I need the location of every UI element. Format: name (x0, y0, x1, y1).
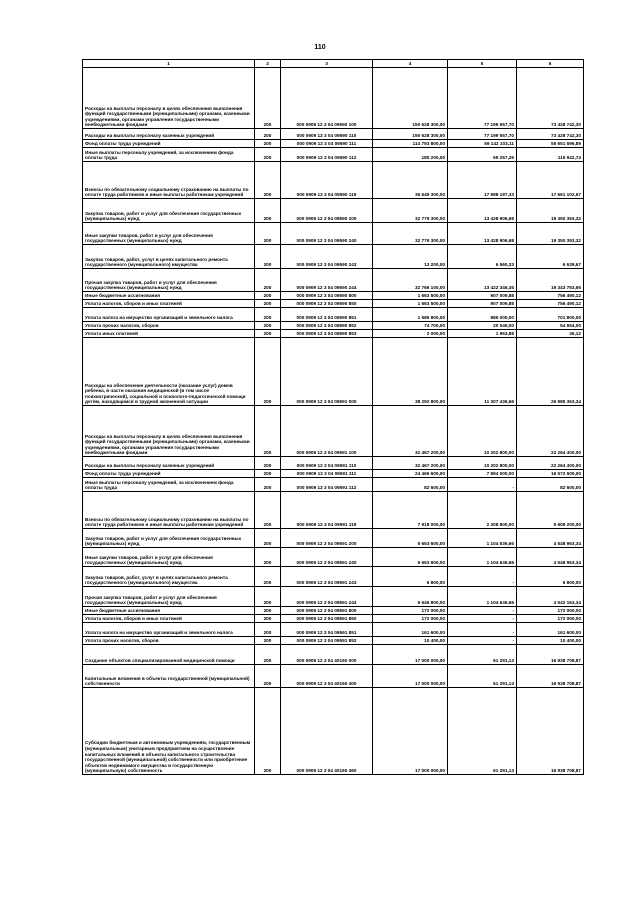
classification-code: 000 0909 12 3 04 09591 852 (281, 637, 373, 645)
classification-code: 000 0909 12 3 04 40160 460 (281, 688, 373, 775)
executed-amount: 59 142 103,11 (448, 140, 517, 148)
classification-code: 000 0909 12 3 04 09591 112 (281, 478, 373, 492)
table-row (83, 470, 584, 478)
row-name: Фонд оплаты труда учреждений (83, 140, 255, 148)
row-code: 200 (255, 199, 281, 223)
classification-code: 000 0909 12 3 04 40160 400 (281, 665, 373, 688)
table-row (83, 223, 584, 245)
remaining-amount: 6 800,00 (517, 567, 584, 587)
row-name: Уплата налогов, сборов и иных платежей (83, 615, 255, 623)
row-name: Уплата налогов, сборов и иных платежей (83, 300, 255, 308)
remaining-amount: 19 350 393,32 (517, 223, 584, 245)
classification-code: 000 0909 12 3 04 09590 112 (281, 148, 373, 162)
executed-amount: 13 422 346,35 (448, 269, 517, 292)
plan-amount: 1 663 500,00 (373, 300, 448, 308)
row-name: Иные выплаты персоналу учреждений, за исключением фонда оплаты труда (83, 148, 255, 162)
executed-amount: 907 009,88 (448, 300, 517, 308)
plan-amount: 32 779 300,00 (373, 223, 448, 245)
remaining-amount: 701 800,00 (517, 308, 584, 322)
row-name: Закупка товаров, работ, услуг в целях капитального ремонта государственного (муниципального) имущества (83, 567, 255, 587)
plan-amount: 74 700,00 (373, 322, 448, 330)
row-code: 200 (255, 615, 281, 623)
remaining-amount: 4 548 963,34 (517, 529, 584, 548)
plan-amount: 1 663 500,00 (373, 292, 448, 300)
column-header: 6 (517, 60, 584, 68)
classification-code: 000 0909 12 3 04 09590 851 (281, 308, 373, 322)
row-name: Уплата налога на имущество организаций и земельного налога (83, 623, 255, 637)
remaining-amount: 36,12 (517, 330, 584, 338)
classification-code: 000 0909 12 3 04 09591 850 (281, 615, 373, 623)
row-code: 200 (255, 645, 281, 665)
table-row (83, 623, 584, 637)
plan-amount: 150 628 300,00 (373, 129, 448, 140)
executed-amount: 13 428 906,68 (448, 223, 517, 245)
remaining-amount: 16 938 708,87 (517, 688, 584, 775)
classification-code: 000 0909 12 3 04 09590 240 (281, 223, 373, 245)
classification-code: 000 0909 12 3 04 09591 000 (281, 338, 373, 406)
classification-code: 000 0909 12 3 04 09591 800 (281, 607, 373, 615)
page-number: 110 (314, 44, 326, 51)
plan-amount: 161 600,00 (373, 623, 448, 637)
classification-code: 000 0909 12 3 04 09590 100 (281, 68, 373, 129)
row-code: 200 (255, 300, 281, 308)
row-code: 200 (255, 607, 281, 615)
row-name: Уплата прочих налогов, сборов (83, 322, 255, 330)
row-name: Фонд оплаты труда учреждений (83, 470, 255, 478)
executed-amount: 61 291,13 (448, 688, 517, 775)
remaining-amount: 73 428 742,30 (517, 68, 584, 129)
remaining-amount: 16 938 708,87 (517, 665, 584, 688)
executed-amount: - (448, 567, 517, 587)
remaining-amount: 115 942,74 (517, 148, 584, 162)
plan-amount: 6 800,00 (373, 567, 448, 587)
plan-amount: 32 467 200,00 (373, 406, 448, 457)
table-row (83, 688, 584, 775)
row-name: Субсидии бюджетным и автономным учреждениям, государственным (муниципальным) унитарным предприятиям на осуществление капитальных вложений в объекты капитального строительства государственной (муниципальной) собственности или приобретение объектов недвижимого имущества в государственную (муниципальную) собственность (83, 688, 255, 775)
table-row (83, 665, 584, 688)
row-code: 200 (255, 292, 281, 300)
executed-amount: 77 199 557,70 (448, 129, 517, 140)
classification-code: 000 0909 12 3 04 09591 100 (281, 406, 373, 457)
row-code: 200 (255, 245, 281, 269)
table-row (83, 529, 584, 548)
table-row (83, 478, 584, 492)
row-name: Иные бюджетные ассигнования (83, 607, 255, 615)
remaining-amount: 5 609 200,00 (517, 492, 584, 529)
column-header: 2 (255, 60, 281, 68)
row-code: 200 (255, 269, 281, 292)
plan-amount: 32 467 200,00 (373, 457, 448, 470)
classification-code: 000 0909 12 3 04 09591 200 (281, 529, 373, 548)
executed-amount: 17 988 197,33 (448, 162, 517, 199)
plan-amount: 17 000 000,00 (373, 665, 448, 688)
executed-amount: 2 308 800,00 (448, 492, 517, 529)
executed-amount: 7 894 000,00 (448, 470, 517, 478)
remaining-amount: 82 600,00 (517, 478, 584, 492)
table-row (83, 269, 584, 292)
plan-amount: 13 200,00 (373, 245, 448, 269)
plan-amount: 32 766 100,00 (373, 269, 448, 292)
executed-amount: 6 560,33 (448, 245, 517, 269)
row-code: 200 (255, 548, 281, 567)
executed-amount: 13 428 906,68 (448, 199, 517, 223)
row-name: Взносы по обязательному социальному страхованию на выплаты по оплате труда работников и иные выплаты работникам учреждений (83, 492, 255, 529)
executed-amount: 907 009,88 (448, 292, 517, 300)
row-name: Закупка товаров, работ, услуг в целях капитального ремонта государственного (муниципального) имущества (83, 245, 255, 269)
row-name: Уплата прочих налогов, сборов (83, 637, 255, 645)
table-row (83, 162, 584, 199)
column-header: 4 (373, 60, 448, 68)
plan-amount: 24 466 600,00 (373, 470, 448, 478)
remaining-amount: 172 000,00 (517, 607, 584, 615)
classification-code: 000 0909 12 3 04 09591 110 (281, 457, 373, 470)
executed-amount: - (448, 607, 517, 615)
column-header: 3 (281, 60, 373, 68)
row-name: Создание объектов специализированной медицинской помощи (83, 645, 255, 665)
remaining-amount: 55 651 696,89 (517, 140, 584, 148)
remaining-amount: 73 428 742,30 (517, 129, 584, 140)
executed-amount: 1 104 636,66 (448, 529, 517, 548)
row-code: 200 (255, 492, 281, 529)
row-code: 200 (255, 587, 281, 607)
classification-code: 000 0909 12 3 04 09590 853 (281, 330, 373, 338)
plan-amount: 5 653 600,00 (373, 529, 448, 548)
classification-code: 000 0909 12 3 04 40160 000 (281, 645, 373, 665)
remaining-amount: 4 542 163,34 (517, 587, 584, 607)
classification-code: 000 0909 12 3 04 09590 244 (281, 269, 373, 292)
row-code: 200 (255, 322, 281, 330)
classification-code: 000 0909 12 3 04 09590 119 (281, 162, 373, 199)
plan-amount: 172 000,00 (373, 607, 448, 615)
remaining-amount: 161 600,00 (517, 623, 584, 637)
table-row (83, 457, 584, 470)
plan-amount: 35 649 300,00 (373, 162, 448, 199)
row-code: 200 (255, 688, 281, 775)
row-code: 200 (255, 478, 281, 492)
table-row (83, 548, 584, 567)
table-row (83, 330, 584, 338)
plan-amount: 172 000,00 (373, 615, 448, 623)
table-row (83, 292, 584, 300)
plan-amount: 114 793 800,00 (373, 140, 448, 148)
row-name: Уплата налога на имущество организаций и земельного налога (83, 308, 255, 322)
executed-amount: 885 000,00 (448, 308, 517, 322)
executed-amount: - (448, 478, 517, 492)
row-code: 200 (255, 470, 281, 478)
row-code: 200 (255, 330, 281, 338)
executed-amount: 10 202 800,00 (448, 457, 517, 470)
plan-amount: 17 000 000,00 (373, 645, 448, 665)
row-code: 200 (255, 68, 281, 129)
row-name: Иные закупки товаров, работ и услуг для обеспечения государственных (муниципальных) нужд (83, 223, 255, 245)
executed-amount: 1 104 636,66 (448, 548, 517, 567)
column-header: 1 (83, 60, 255, 68)
row-name: Закупка товаров, работ и услуг для обеспечения государственных (муниципальных) нужд (83, 199, 255, 223)
plan-amount: 32 779 300,00 (373, 199, 448, 223)
table-row (83, 245, 584, 269)
remaining-amount: 19 350 393,32 (517, 199, 584, 223)
classification-code: 000 0909 12 3 04 09591 111 (281, 470, 373, 478)
classification-code: 000 0909 12 3 04 09591 851 (281, 623, 373, 637)
table-row (83, 615, 584, 623)
remaining-amount: 19 343 753,65 (517, 269, 584, 292)
table-row (83, 607, 584, 615)
plan-amount: 5 646 800,00 (373, 587, 448, 607)
budget-execution-table (82, 59, 584, 775)
row-code: 200 (255, 140, 281, 148)
plan-amount: 150 628 300,00 (373, 68, 448, 129)
row-code: 200 (255, 665, 281, 688)
row-name: Расходы на обеспечение деятельности (оказание услуг) домов ребенка, в части оказания медицинской (в том числе психиатрической), социальной и психолого-педагогической помощи детям, находящимся в трудной жизненной ситуации (83, 338, 255, 406)
table-row (83, 637, 584, 645)
row-name: Закупка товаров, работ и услуг для обеспечения государственных (муниципальных) нужд (83, 529, 255, 548)
executed-amount: 61 291,13 (448, 665, 517, 688)
table-row (83, 406, 584, 457)
classification-code: 000 0909 12 3 04 09590 111 (281, 140, 373, 148)
executed-amount: 11 307 436,66 (448, 338, 517, 406)
row-code: 200 (255, 457, 281, 470)
executed-amount: - (448, 623, 517, 637)
executed-amount: 69 257,26 (448, 148, 517, 162)
classification-code: 000 0909 12 3 04 09590 243 (281, 245, 373, 269)
remaining-amount: 756 490,12 (517, 292, 584, 300)
classification-code: 000 0909 12 3 04 09590 800 (281, 292, 373, 300)
row-name: Уплата иных платежей (83, 330, 255, 338)
plan-amount: 2 000,00 (373, 330, 448, 338)
table-row (83, 140, 584, 148)
executed-amount: 1 104 636,66 (448, 587, 517, 607)
column-header: 5 (448, 60, 517, 68)
remaining-amount: 22 264 400,00 (517, 406, 584, 457)
table-row (83, 322, 584, 330)
executed-amount: 61 291,13 (448, 645, 517, 665)
row-code: 200 (255, 623, 281, 637)
row-code: 200 (255, 148, 281, 162)
executed-amount: 10 202 800,00 (448, 406, 517, 457)
classification-code: 000 0909 12 3 04 09590 200 (281, 199, 373, 223)
table-row (83, 492, 584, 529)
plan-amount: 7 918 000,00 (373, 492, 448, 529)
remaining-amount: 6 639,67 (517, 245, 584, 269)
executed-amount: 77 199 557,70 (448, 68, 517, 129)
remaining-amount: 26 985 363,34 (517, 338, 584, 406)
classification-code: 000 0909 12 3 04 09591 243 (281, 567, 373, 587)
header-row (83, 60, 584, 68)
remaining-amount: 172 000,00 (517, 615, 584, 623)
plan-amount: 5 653 600,00 (373, 548, 448, 567)
plan-amount: 82 600,00 (373, 478, 448, 492)
row-code: 200 (255, 129, 281, 140)
remaining-amount: 16 938 708,87 (517, 645, 584, 665)
row-name: Расходы на выплаты персоналу в целях обеспечения выполнения функций государственными (муниципальными) органами, казенными учреждениями, органами управления государственными внебюджетными фондами (83, 406, 255, 457)
executed-amount: - (448, 615, 517, 623)
row-name: Расходы на выплаты персоналу казенных учреждений (83, 457, 255, 470)
executed-amount: - (448, 637, 517, 645)
row-code: 200 (255, 406, 281, 457)
remaining-amount: 4 548 963,34 (517, 548, 584, 567)
row-name: Иные бюджетные ассигнования (83, 292, 255, 300)
remaining-amount: 54 654,00 (517, 322, 584, 330)
table-body (83, 68, 584, 775)
remaining-amount: 17 661 102,67 (517, 162, 584, 199)
table-row (83, 587, 584, 607)
remaining-amount: 756 490,12 (517, 300, 584, 308)
plan-amount: 185 200,00 (373, 148, 448, 162)
classification-code: 000 0909 12 3 04 09590 850 (281, 300, 373, 308)
row-name: Прочая закупка товаров, работ и услуг для обеспечения государственных (муниципальных) нужд (83, 587, 255, 607)
row-name: Иные закупки товаров, работ и услуг для обеспечения государственных (муниципальных) нужд (83, 548, 255, 567)
classification-code: 000 0909 12 3 04 09591 244 (281, 587, 373, 607)
row-name: Капитальные вложения в объекты государственной (муниципальной) собственности (83, 665, 255, 688)
row-code: 200 (255, 223, 281, 245)
table-row (83, 308, 584, 322)
table-row (83, 199, 584, 223)
table-row (83, 567, 584, 587)
row-code: 200 (255, 338, 281, 406)
row-code: 200 (255, 308, 281, 322)
executed-amount: 20 046,00 (448, 322, 517, 330)
remaining-amount: 22 264 400,00 (517, 457, 584, 470)
classification-code: 000 0909 12 3 04 09590 852 (281, 322, 373, 330)
row-name: Взносы по обязательному социальному страхованию на выплаты по оплате труда работников и иные выплаты работникам учреждений (83, 162, 255, 199)
row-code: 200 (255, 637, 281, 645)
table-row (83, 129, 584, 140)
classification-code: 000 0909 12 3 04 09590 110 (281, 129, 373, 140)
table-row (83, 645, 584, 665)
classification-code: 000 0909 12 3 04 09591 119 (281, 492, 373, 529)
table-row (83, 338, 584, 406)
executed-amount: 1 963,88 (448, 330, 517, 338)
row-name: Иные выплаты персоналу учреждений, за исключением фонда оплаты труда (83, 478, 255, 492)
classification-code: 000 0909 12 3 04 09591 240 (281, 548, 373, 567)
row-code: 200 (255, 567, 281, 587)
row-name: Прочая закупка товаров, работ и услуг для обеспечения государственных (муниципальных) нужд (83, 269, 255, 292)
table-row (83, 68, 584, 129)
remaining-amount: 16 572 600,00 (517, 470, 584, 478)
row-code: 200 (255, 529, 281, 548)
table-row (83, 148, 584, 162)
plan-amount: 10 400,00 (373, 637, 448, 645)
plan-amount: 17 000 000,00 (373, 688, 448, 775)
remaining-amount: 10 400,00 (517, 637, 584, 645)
plan-amount: 1 586 800,00 (373, 308, 448, 322)
plan-amount: 38 292 800,00 (373, 338, 448, 406)
row-code: 200 (255, 162, 281, 199)
row-name: Расходы на выплаты персоналу казенных учреждений (83, 129, 255, 140)
table-row (83, 300, 584, 308)
row-name: Расходы на выплаты персоналу в целях обеспечения выполнения функций государственными (муниципальными) органами, казенными учреждениями, органами управления государственными внебюджетными фондами (83, 68, 255, 129)
